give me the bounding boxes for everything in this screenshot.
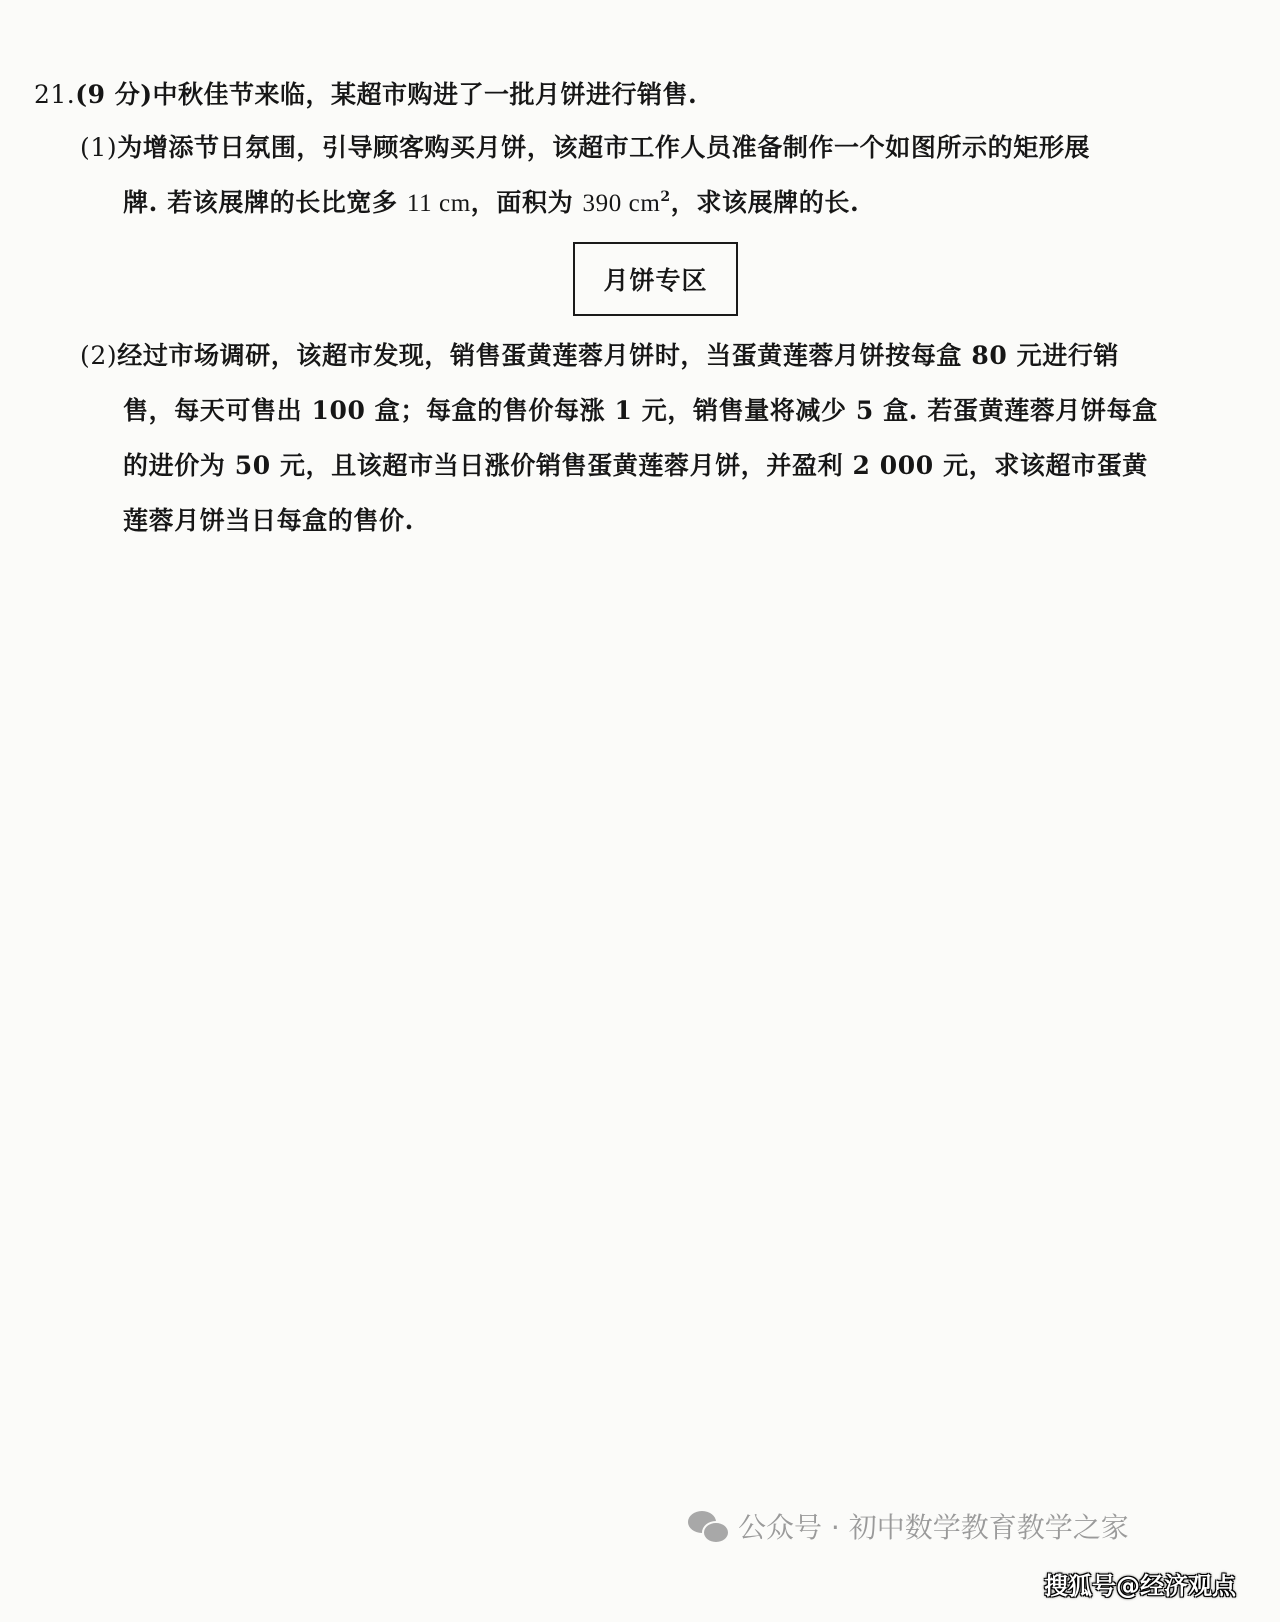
part-2-label: (2) xyxy=(80,341,118,370)
question-header xyxy=(34,76,697,114)
sohu-watermark: 搜狐号@经济观点 xyxy=(1044,1572,1236,1600)
part-2-line-4: 莲蓉月饼当日每盒的售价. xyxy=(123,506,414,535)
area-value: 390 cm xyxy=(582,190,661,217)
area-exponent: 2 xyxy=(660,189,671,205)
question-points: (9 分) xyxy=(75,80,153,109)
part-1-line-1: 为增添节日氛围，引导顾客购买月饼，该超市工作人员准备制作一个如图所示的矩形展 xyxy=(117,133,1091,162)
wechat-icon xyxy=(688,1509,728,1543)
question-stem: 中秋佳节来临，某超市购进了一批月饼进行销售. xyxy=(152,80,698,109)
part-2-line-3: 的进价为 50 元，且该超市当日涨价销售蛋黄莲蓉月饼，并盈利 2 000 元，求该超市蛋黄 xyxy=(123,451,1148,480)
part-1-text-b: ，面积为 xyxy=(470,188,574,217)
display-board-figure xyxy=(573,242,738,316)
part-1-line-2 xyxy=(80,175,1240,231)
wechat-watermark xyxy=(688,1506,1129,1546)
part-1-text-c: ，求该展牌的长. xyxy=(670,188,860,217)
length-difference: 11 cm xyxy=(406,190,471,217)
part-1-text-a: 牌. 若该展牌的长比宽多 xyxy=(123,188,398,217)
part-1-label: (1) xyxy=(80,133,118,162)
part-2 xyxy=(80,328,1240,548)
watermark-text: 公众号 · 初中数学教育教学之家 xyxy=(738,1511,1129,1544)
part-2-line-1: 经过市场调研，该超市发现，销售蛋黄莲蓉月饼时，当蛋黄莲蓉月饼按每盒 80 元进行销 xyxy=(117,341,1120,370)
part-1 xyxy=(80,120,1240,231)
display-board-text: 月饼专区 xyxy=(603,266,708,295)
part-2-line-2: 售，每天可售出 100 盒；每盒的售价每涨 1 元，销售量将减少 5 盒. 若蛋黄莲蓉月饼每盒 xyxy=(123,396,1158,425)
question-number: 21. xyxy=(34,80,76,109)
